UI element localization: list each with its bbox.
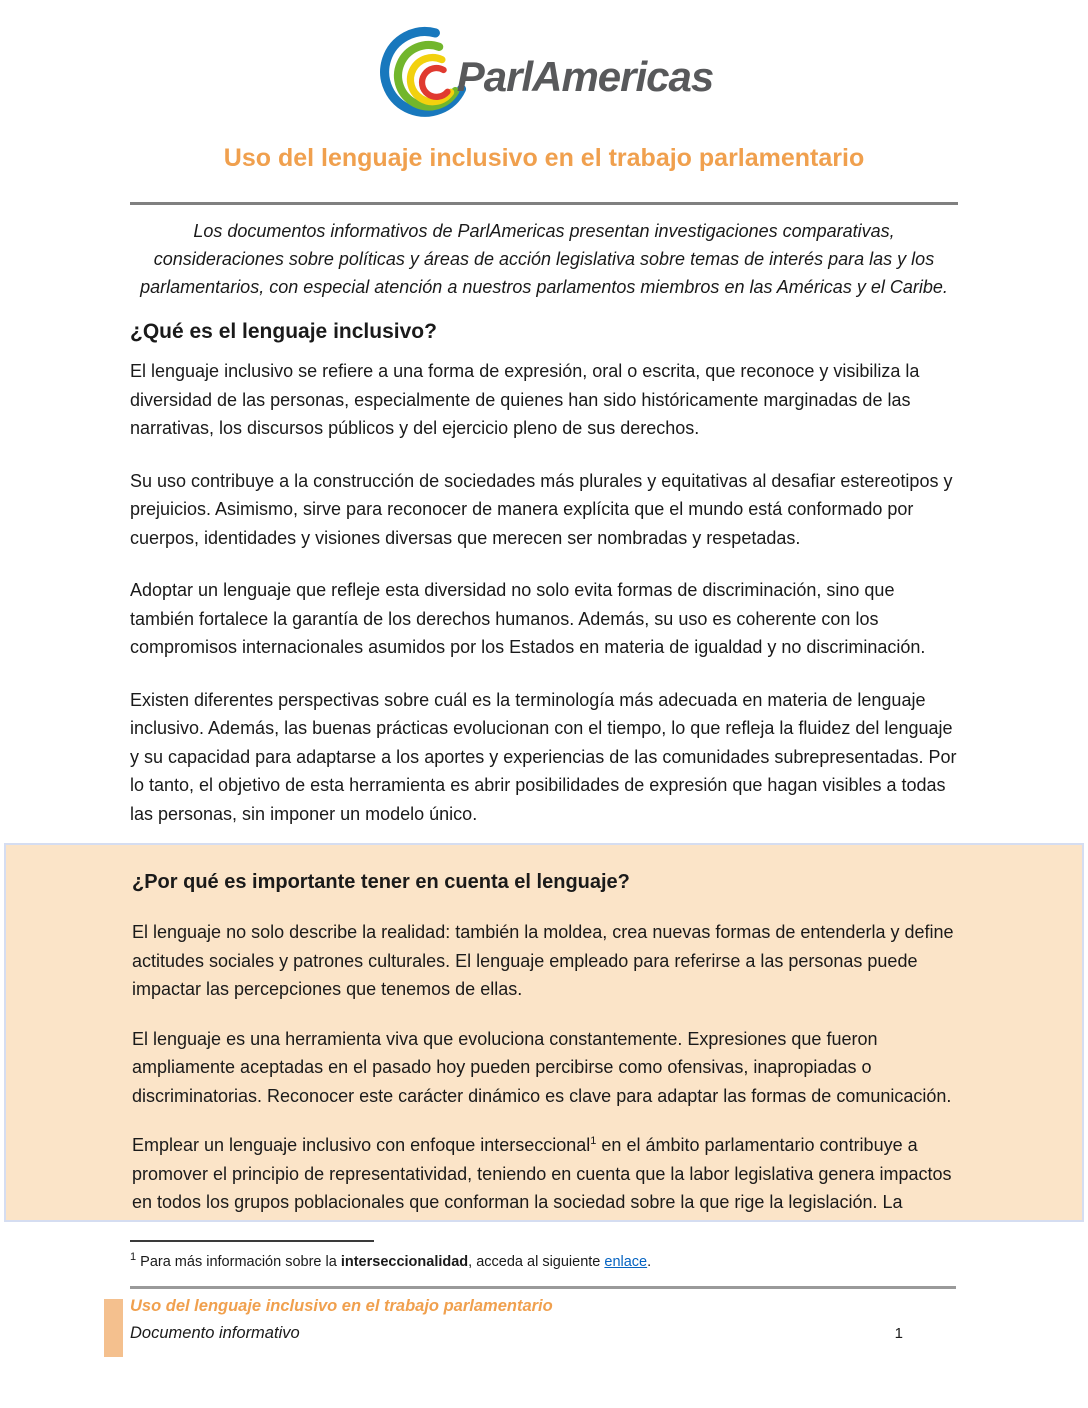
title-divider — [130, 202, 958, 205]
callout-paragraph: El lenguaje es una herramienta viva que evoluciona constantemente. Expresiones que fueron ampliamente aceptadas en el pasado hoy pueden percibirse como ofensivas, inapropiadas o discriminatorias. Reconocer este carácter dinámico es clave para adaptar las formas de comunicación. — [132, 1028, 952, 1106]
footnote-reference-marker: 1 — [590, 1135, 597, 1147]
section-paragraph: Adoptar un lenguaje que refleje esta diversidad no solo evita formas de discriminación, sino que también fortalece la garantía de los derechos humanos. Además, su uso es coherente con los compromisos internacionales asumidos por los Estados en materia de igualdad y no discriminación. — [130, 580, 926, 657]
footnote-number: 1 — [130, 1251, 137, 1264]
section-what-is-inclusive-language — [130, 320, 962, 852]
page-number: 1 — [894, 1325, 903, 1342]
logo-arc-red — [422, 68, 447, 97]
section-heading: ¿Qué es el lenguaje inclusivo? — [130, 320, 437, 343]
footer-doc-type: Documento informativo — [130, 1324, 300, 1342]
callout-paragraph-text: en el ámbito parlamentario contribuye a promover el principio de representatividad, teniendo en cuenta que la labor legislativa genera impactos en todos los grupos poblacionales que conforman la sociedad sobre la que rige la legislación. La — [132, 1135, 952, 1212]
footnote-bold-term: interseccionalidad — [340, 1254, 469, 1270]
footer-accent-bar — [104, 1299, 123, 1357]
footer-divider — [130, 1286, 956, 1289]
callout-heading: ¿Por qué es importante tener en cuenta el lenguaje? — [132, 871, 630, 893]
intro-blurb: Los documentos informativos de ParlAmericas presentan investigaciones comparativas, consideraciones sobre políticas y áreas de acción legislativa sobre temas de interés para las y los parlamentarios, con especial atención a nuestros parlamentos miembros en las Américas y el Caribe. — [140, 221, 948, 297]
footnote — [130, 1252, 958, 1272]
footnote-text: , acceda al siguiente — [468, 1254, 605, 1270]
page-title: Uso del lenguaje inclusivo en el trabajo parlamentario — [223, 144, 865, 172]
section-paragraph: El lenguaje inclusivo se refiere a una forma de expresión, oral o escrita, que reconoce y visibiliza la diversidad de las personas, especialmente de quienes han sido históricamente marginadas de las narrativas, los discursos públicos y del ejercicio pleno de sus derechos. — [130, 361, 920, 438]
footer-doc-title: Uso del lenguaje inclusivo en el trabajo parlamentario — [130, 1297, 553, 1315]
logo-wordmark: ParlAmericas — [456, 53, 714, 100]
section-paragraph: Su uso contribuye a la construcción de sociedades más plurales y equitativas al desafiar estereotipos y prejuicios. Asimismo, sirve para reconocer de manera explícita que el mundo está conformado por cuerpos, identidades y visiones diversas que merecen ser nombradas y respetadas. — [130, 470, 953, 548]
logo — [0, 22, 1088, 118]
callout-box-why-language-matters — [4, 843, 1084, 1222]
footnote-divider — [130, 1240, 374, 1242]
footnote-text: Para más información sobre la — [136, 1254, 341, 1270]
footnote-area — [130, 1240, 958, 1272]
callout-paragraph: El lenguaje no solo describe la realidad: también la moldea, crea nuevas formas de entenderla y define actitudes sociales y patrones culturales. El lenguaje empleado para referirse a las personas puede impactar las percepciones que tenemos de ellas. — [132, 922, 954, 999]
footnote-text: . — [647, 1254, 652, 1270]
footnote-link[interactable]: enlace — [604, 1254, 648, 1270]
callout-paragraph-text: Emplear un lenguaje inclusivo con enfoque interseccional — [132, 1135, 591, 1155]
page-footer — [130, 1297, 958, 1343]
callout-paragraph — [132, 1131, 956, 1217]
section-paragraph: Existen diferentes perspectivas sobre cuál es la terminología más adecuada en materia de lenguaje inclusivo. Además, las buenas prácticas evolucionan con el tiempo, lo que refleja la fluidez del lenguaje y su capacidad para adaptarse a los aportes y experiencias de las comunidades subrepresentadas. Por lo tanto, el objetivo de esta herramienta es abrir posibilidades de expresión que hagan visibles a todas las personas, sin imponer un modelo único. — [130, 689, 957, 824]
